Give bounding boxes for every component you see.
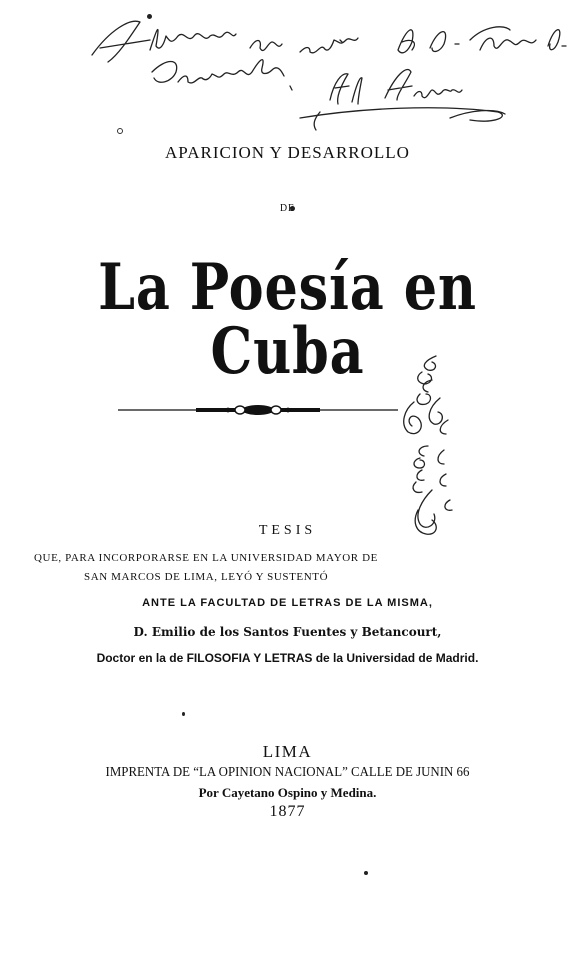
ink-speck bbox=[117, 128, 123, 134]
ink-speck bbox=[182, 712, 185, 716]
imprint-year: 1877 bbox=[269, 803, 306, 820]
thesis-university-line: SAN MARCOS DE LIMA, LEYÓ Y SUSTENTÓ bbox=[84, 571, 329, 583]
author-name: D. Emilio de los Santos Fuentes y Betancourt, bbox=[133, 625, 442, 639]
imprint-printer: IMPRENTA DE “LA OPINION NACIONAL” CALLE DE JUNIN 66 bbox=[105, 765, 470, 780]
ornamental-rule bbox=[118, 401, 398, 419]
imprint-printer-by: Por Cayetano Ospino y Medina. bbox=[198, 785, 377, 800]
handwritten-signature bbox=[392, 350, 462, 540]
title-line: APARICION Y DESARROLLO bbox=[165, 143, 410, 162]
ink-speck bbox=[364, 871, 368, 875]
author-credential: Doctor en la de FILOSOFIA Y LETRAS de la Universidad de Madrid. bbox=[96, 651, 479, 665]
handwritten-dedication bbox=[0, 0, 575, 135]
ink-speck bbox=[147, 14, 152, 19]
main-title: La Poesía en Cuba bbox=[98, 250, 477, 389]
thesis-purpose-line: QUE, PARA INCORPORARSE EN LA UNIVERSIDAD MAYOR DE bbox=[34, 552, 378, 564]
imprint-city: LIMA bbox=[262, 742, 313, 761]
title-connector: DE bbox=[279, 203, 296, 214]
thesis-faculty-line: ANTE LA FACULTAD DE LETRAS DE LA MISMA, bbox=[142, 597, 433, 609]
thesis-heading: TESIS bbox=[258, 523, 317, 538]
